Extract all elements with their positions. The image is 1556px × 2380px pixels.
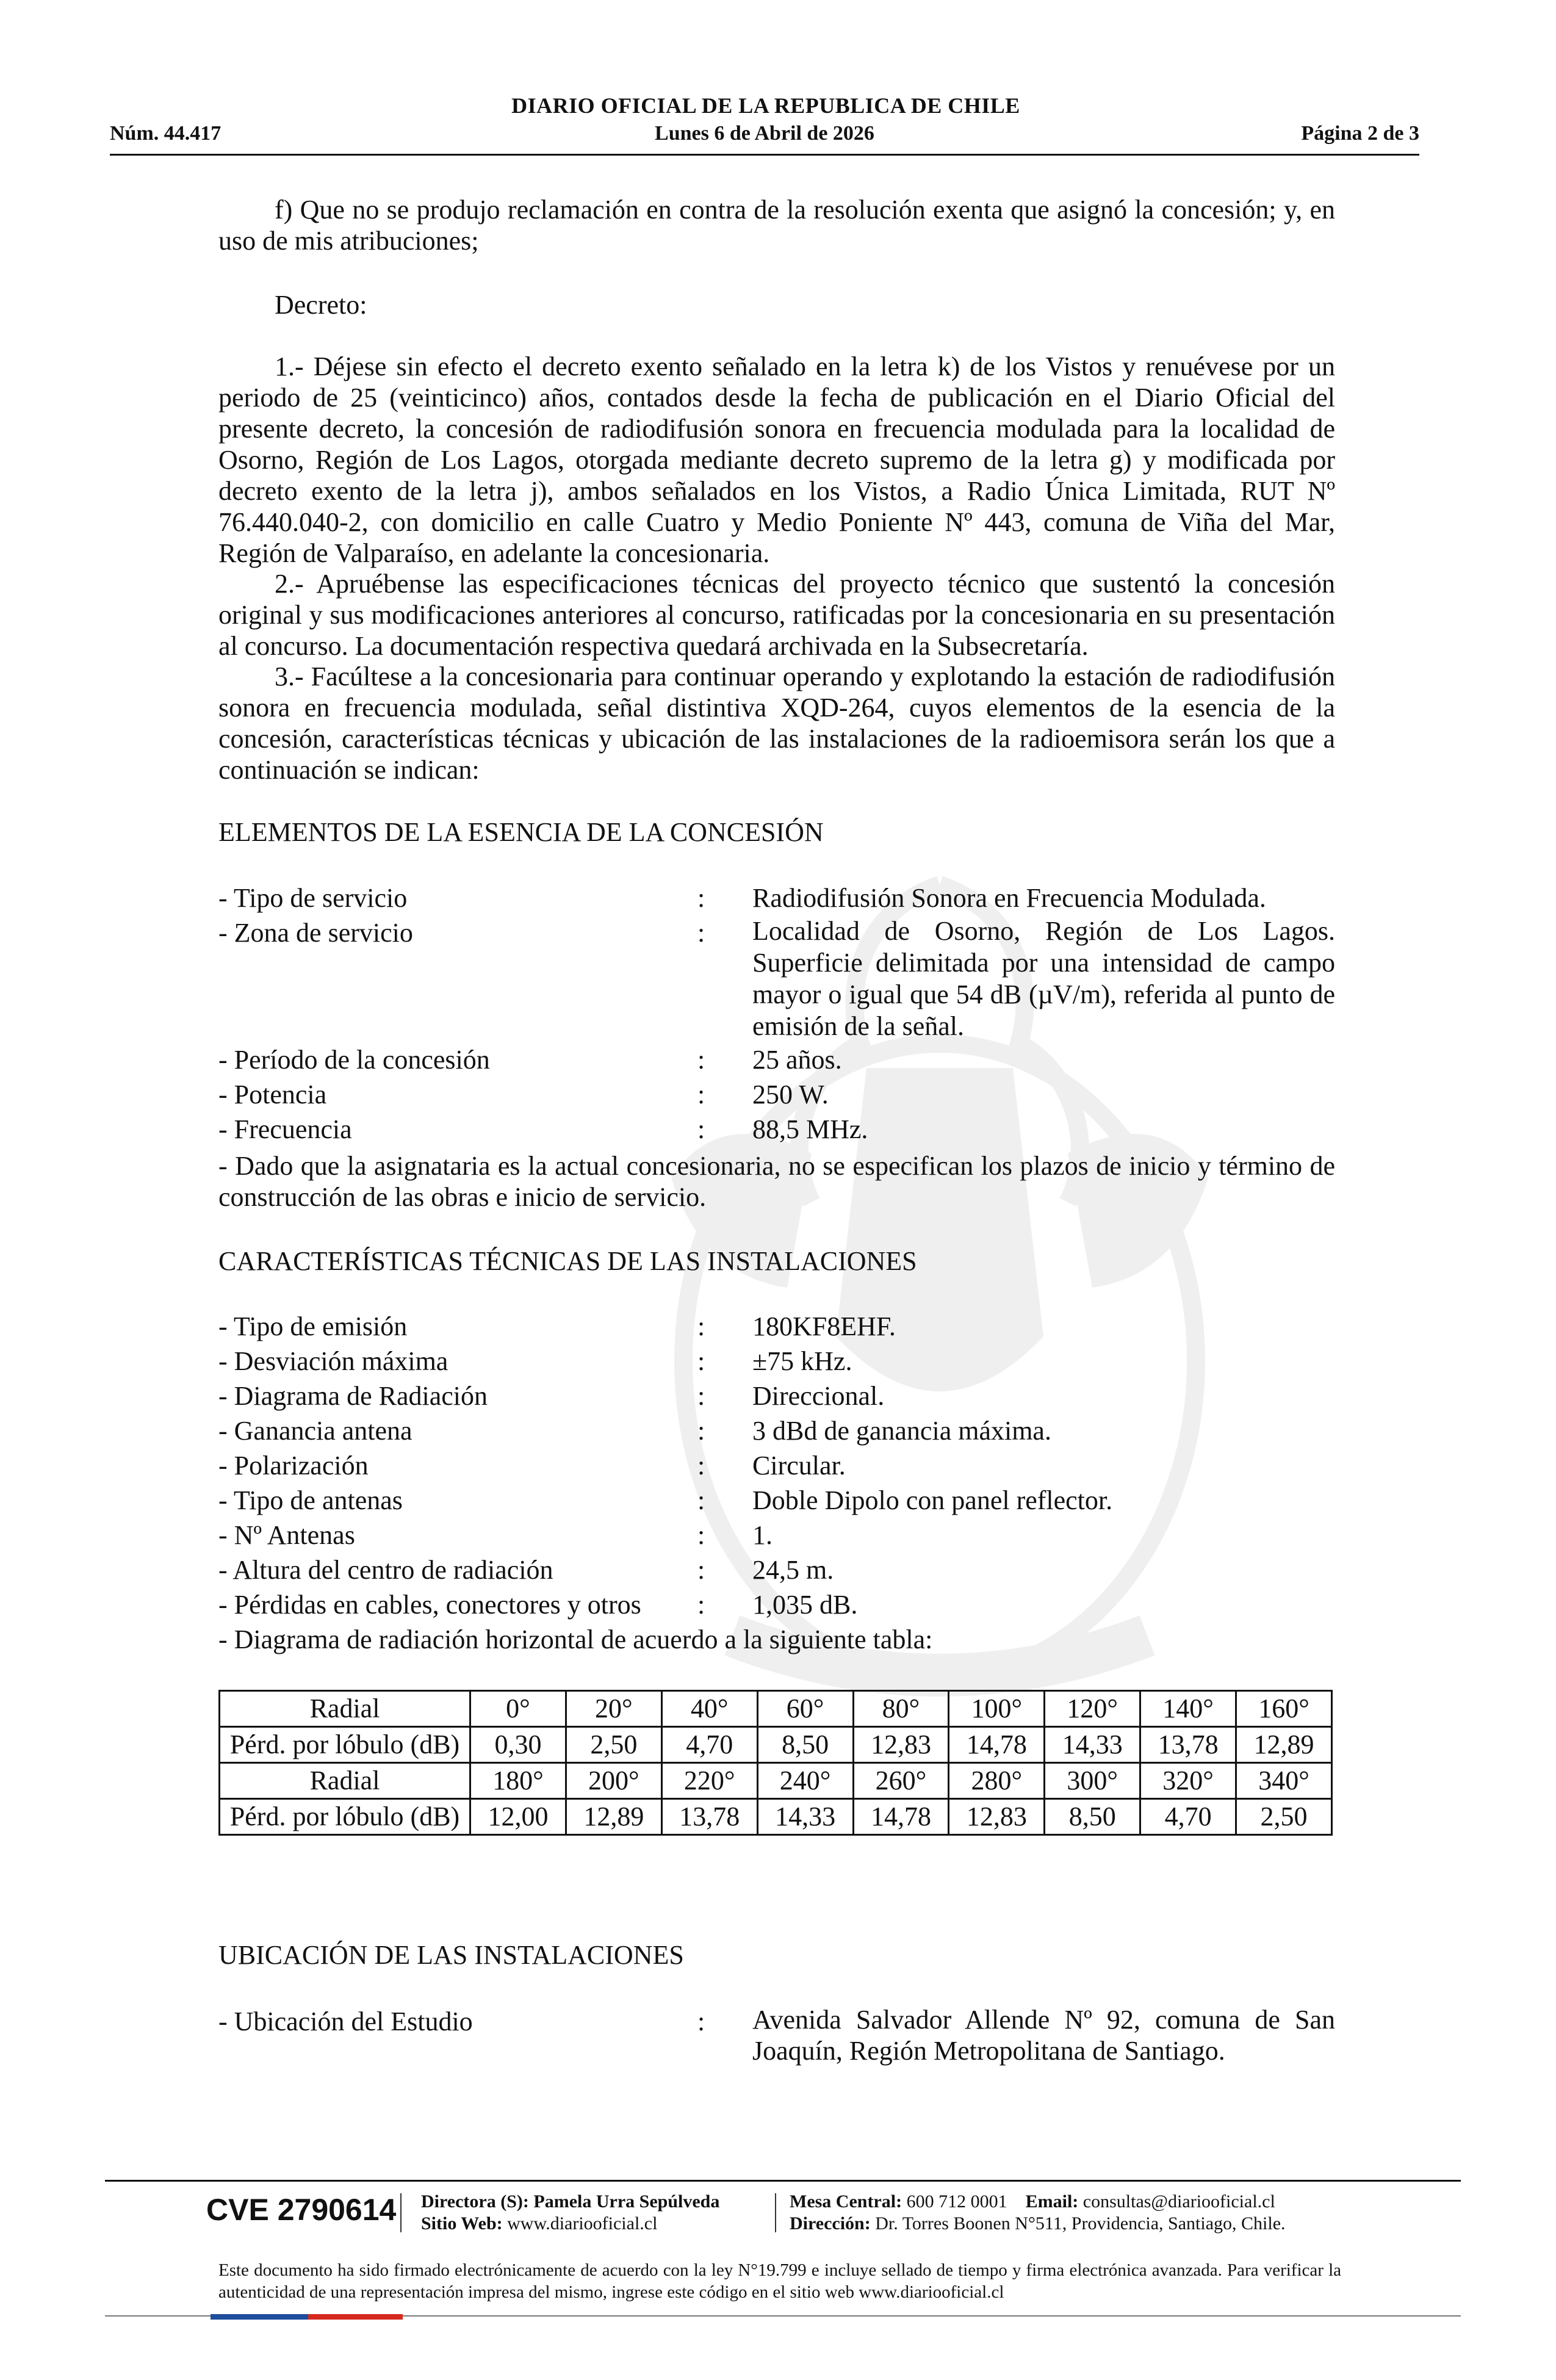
item-value: Radiodifusión Sonora en Frecuencia Modulada. — [752, 883, 1266, 913]
table-cell: 14,78 — [853, 1799, 949, 1835]
list-item — [218, 915, 1335, 1042]
sitio-label: Sitio Web: — [421, 2213, 503, 2234]
item-colon: : — [697, 2007, 705, 2036]
table-row — [220, 1727, 1332, 1763]
item-value: 1,035 dB. — [752, 1590, 858, 1620]
table-cell: 200° — [566, 1763, 661, 1799]
table-cell: 8,50 — [757, 1727, 853, 1763]
sitio-web-link[interactable]: www.diariooficial.cl — [507, 2213, 658, 2234]
table-cell: 13,78 — [1140, 1727, 1236, 1763]
page-indicator: Página 2 de 3 — [1301, 122, 1419, 145]
item-label: - Tipo de emisión — [218, 1311, 408, 1341]
item-value: 250 W. — [752, 1080, 829, 1109]
item-label: - Tipo de servicio — [218, 883, 408, 913]
paragraph-f: f) Que no se produjo reclamación en contra de la resolución exenta que asignó la concesión; y, en uso de mis atribuciones; — [218, 195, 1335, 256]
table-cell: 12,83 — [949, 1799, 1045, 1835]
item-colon: : — [697, 1311, 705, 1341]
table-cell: 100° — [949, 1691, 1045, 1727]
item-colon: : — [697, 1381, 705, 1411]
diagram-line: - Diagrama de radiación horizontal de acuerdo a la siguiente tabla: — [218, 1625, 933, 1654]
item-value: ±75 kHz. — [752, 1346, 852, 1376]
publication-title: DIARIO OFICIAL DE LA REPUBLICA DE CHILE — [511, 93, 1020, 118]
section-title-tecnicas: CARACTERÍSTICAS TÉCNICAS DE LAS INSTALACIONES — [218, 1246, 917, 1276]
section-title-ubicacion: UBICACIÓN DE LAS INSTALACIONES — [218, 1940, 684, 1970]
table-row — [220, 1691, 1332, 1727]
list-item — [218, 1448, 1335, 1483]
email-link[interactable]: consultas@diariooficial.cl — [1082, 2191, 1275, 2212]
table-cell: 160° — [1236, 1691, 1332, 1727]
item-colon: : — [697, 1485, 705, 1515]
item-colon: : — [697, 1346, 705, 1376]
table-cell: 240° — [757, 1763, 853, 1799]
table-cell: 20° — [566, 1691, 661, 1727]
article-1: 1.- Déjese sin efecto el decreto exento señalado en la letra k) de los Vistos y renuévese por un periodo de 25 (veinticinco) años, contados desde la fecha de publicación en el Diario Oficial del presente decreto, la concesión de radiodifusión sonora en frecuencia modulada para la localidad de Osorno, Región de Los Lagos, otorgada mediante decreto supremo de la letra g) y modificada por decreto exento de la letra j), ambos señalados en los Vistos, a Radio Única Limitada, RUT Nº 76.440.040-2, con domicilio en calle Cuatro y Medio Poniente Nº 443, comuna de Viña del Mar, Región de Valparaíso, en adelante la concesionaria. — [218, 352, 1335, 568]
footer-divider — [105, 2180, 1461, 2182]
list-item — [218, 1112, 1335, 1147]
article-3: 3.- Facúltese a la concesionaria para continuar operando y explotando la estación de radiodifusión sonora en frecuencia modulada, señal distintiva XQD-264, cuyos elementos de la esencia de la concesión, características técnicas y ubicación de las instalaciones de la radioemisora serán los que a continuación se indican: — [218, 662, 1335, 785]
table-cell: 300° — [1045, 1763, 1140, 1799]
table-cell: 13,78 — [661, 1799, 757, 1835]
table-cell: 14,78 — [949, 1727, 1045, 1763]
item-label: - Frecuencia — [218, 1114, 352, 1144]
esencia-list — [218, 881, 1335, 1147]
table-cell: 12,83 — [853, 1727, 949, 1763]
list-item — [218, 1379, 1335, 1413]
table-cell: 14,33 — [757, 1799, 853, 1835]
item-label: - Ganancia antena — [218, 1416, 412, 1446]
table-cell: 40° — [661, 1691, 757, 1727]
list-item — [218, 1413, 1335, 1448]
item-colon: : — [697, 918, 705, 948]
item-label: - Tipo de antenas — [218, 1485, 403, 1515]
table-cell: 12,00 — [470, 1799, 566, 1835]
table-cell: 2,50 — [566, 1727, 661, 1763]
list-item — [218, 1587, 1335, 1622]
item-label: - Período de la concesión — [218, 1045, 490, 1075]
table-cell: 4,70 — [1140, 1799, 1236, 1835]
item-label: - Polarización — [218, 1451, 369, 1480]
header-row — [110, 122, 1419, 150]
directora-label: Directora (S): — [421, 2191, 529, 2212]
footer-contact-block — [790, 2191, 1286, 2235]
item-value: 3 dBd de ganancia máxima. — [752, 1416, 1051, 1446]
issue-date: Lunes 6 de Abril de 2026 — [655, 122, 874, 145]
flag-stripe-red — [308, 2314, 403, 2320]
table-cell: 2,50 — [1236, 1799, 1332, 1835]
table-cell: 80° — [853, 1691, 949, 1727]
item-colon: : — [697, 1045, 705, 1075]
item-value: 180KF8EHF. — [752, 1311, 896, 1341]
item-label: - Diagrama de Radiación — [218, 1381, 488, 1411]
item-value: Avenida Salvador Allende Nº 92, comuna de San Joaquín, Región Metropolitana de Santiago. — [752, 2005, 1335, 2066]
table-cell: 4,70 — [661, 1727, 757, 1763]
item-value: Circular. — [752, 1451, 846, 1480]
decreto-heading: Decreto: — [275, 290, 367, 320]
signature-note: Este documento ha sido firmado electrónicamente de acuerdo con la ley N°19.799 e incluye sellado de tiempo y firma electrónica avanzada. Para verificar la autenticidad de una representación impresa del mismo, ingrese este código en el sitio web www.diariooficial.cl — [218, 2260, 1341, 2302]
direccion-label: Dirección: — [790, 2213, 871, 2234]
section-title-esencia: ELEMENTOS DE LA ESENCIA DE LA CONCESIÓN — [218, 817, 824, 847]
table-row — [220, 1763, 1332, 1799]
item-label: - Pérdidas en cables, conectores y otros — [218, 1590, 641, 1620]
item-value: 25 años. — [752, 1045, 842, 1075]
table-cell: 260° — [853, 1763, 949, 1799]
item-label: - Desviación máxima — [218, 1346, 448, 1376]
item-colon: : — [697, 1451, 705, 1480]
item-value: Localidad de Osorno, Región de Los Lagos. Superficie delimitada por una intensidad de campo mayor o igual que 54 dB (µV/m), referida al punto de emisión de la señal. — [752, 916, 1335, 1041]
tecnicas-list — [218, 1309, 1335, 1657]
list-item — [218, 1483, 1335, 1518]
header-divider — [110, 154, 1419, 156]
table-cell: 12,89 — [1236, 1727, 1332, 1763]
table-cell: 8,50 — [1045, 1799, 1140, 1835]
item-label: - Potencia — [218, 1080, 327, 1109]
table-cell: 0,30 — [470, 1727, 566, 1763]
item-value: 88,5 MHz. — [752, 1114, 868, 1144]
mesa-label: Mesa Central: — [790, 2191, 902, 2212]
list-item — [218, 1518, 1335, 1552]
list-item — [218, 1344, 1335, 1379]
item-colon: : — [697, 883, 705, 913]
table-cell: 120° — [1045, 1691, 1140, 1727]
table-cell: 180° — [470, 1763, 566, 1799]
footer-separator — [775, 2193, 776, 2232]
directora-name: Pamela Urra Sepúlveda — [533, 2191, 720, 2212]
table-cell: 60° — [757, 1691, 853, 1727]
esencia-note: - Dado que la asignataria es la actual concesionaria, no se especifican los plazos de inicio y término de construcción de las obras e inicio de servicio. — [218, 1151, 1335, 1212]
item-label: - Zona de servicio — [218, 918, 413, 948]
list-item — [218, 1042, 1335, 1077]
radiation-table — [218, 1690, 1333, 1836]
table-cell: 340° — [1236, 1763, 1332, 1799]
footer-separator — [400, 2193, 402, 2232]
list-item — [218, 1552, 1335, 1587]
list-item — [218, 881, 1335, 915]
item-colon: : — [697, 1080, 705, 1109]
item-colon: : — [697, 1114, 705, 1144]
table-header-cell: Pérd. por lóbulo (dB) — [220, 1799, 470, 1835]
table-cell: 220° — [661, 1763, 757, 1799]
item-label: - Ubicación del Estudio — [218, 2007, 473, 2036]
item-colon: : — [697, 1555, 705, 1585]
table-header-cell: Pérd. por lóbulo (dB) — [220, 1727, 470, 1763]
table-cell: 0° — [470, 1691, 566, 1727]
email-label: Email: — [1025, 2191, 1079, 2212]
list-item — [218, 2004, 1335, 2066]
table-header-cell: Radial — [220, 1691, 470, 1727]
table-cell: 12,89 — [566, 1799, 661, 1835]
item-label: - Nº Antenas — [218, 1520, 355, 1550]
list-item — [218, 1309, 1335, 1344]
table-cell: 320° — [1140, 1763, 1236, 1799]
table-cell: 140° — [1140, 1691, 1236, 1727]
item-colon: : — [697, 1520, 705, 1550]
item-value: 24,5 m. — [752, 1555, 834, 1585]
direccion-value: Dr. Torres Boonen N°511, Providencia, Santiago, Chile. — [875, 2213, 1286, 2234]
item-label: - Altura del centro de radiación — [218, 1555, 553, 1585]
footer-directora-block — [421, 2191, 719, 2235]
mesa-phone: 600 712 0001 — [906, 2191, 1007, 2212]
table-row — [220, 1799, 1332, 1835]
item-value: 1. — [752, 1520, 773, 1550]
issue-number: Núm. 44.417 — [110, 122, 222, 145]
table-cell: 14,33 — [1045, 1727, 1140, 1763]
ubicacion-list — [218, 2004, 1335, 2066]
table-header-cell: Radial — [220, 1763, 470, 1799]
item-value: Direccional. — [752, 1381, 885, 1411]
item-value: Doble Dipolo con panel reflector. — [752, 1485, 1113, 1515]
table-cell: 280° — [949, 1763, 1045, 1799]
item-colon: : — [697, 1416, 705, 1446]
article-2: 2.- Apruébense las especificaciones técnicas del proyecto técnico que sustentó la concesión original y sus modificaciones anteriores al concurso, ratificadas por la concesionaria en su presentación al concurso. La documentación respectiva quedará archivada en la Subsecretaría. — [218, 569, 1335, 661]
flag-stripe-blue — [211, 2314, 308, 2320]
list-item — [218, 1077, 1335, 1112]
cve-code: CVE 2790614 — [206, 2193, 397, 2227]
item-colon: : — [697, 1590, 705, 1620]
